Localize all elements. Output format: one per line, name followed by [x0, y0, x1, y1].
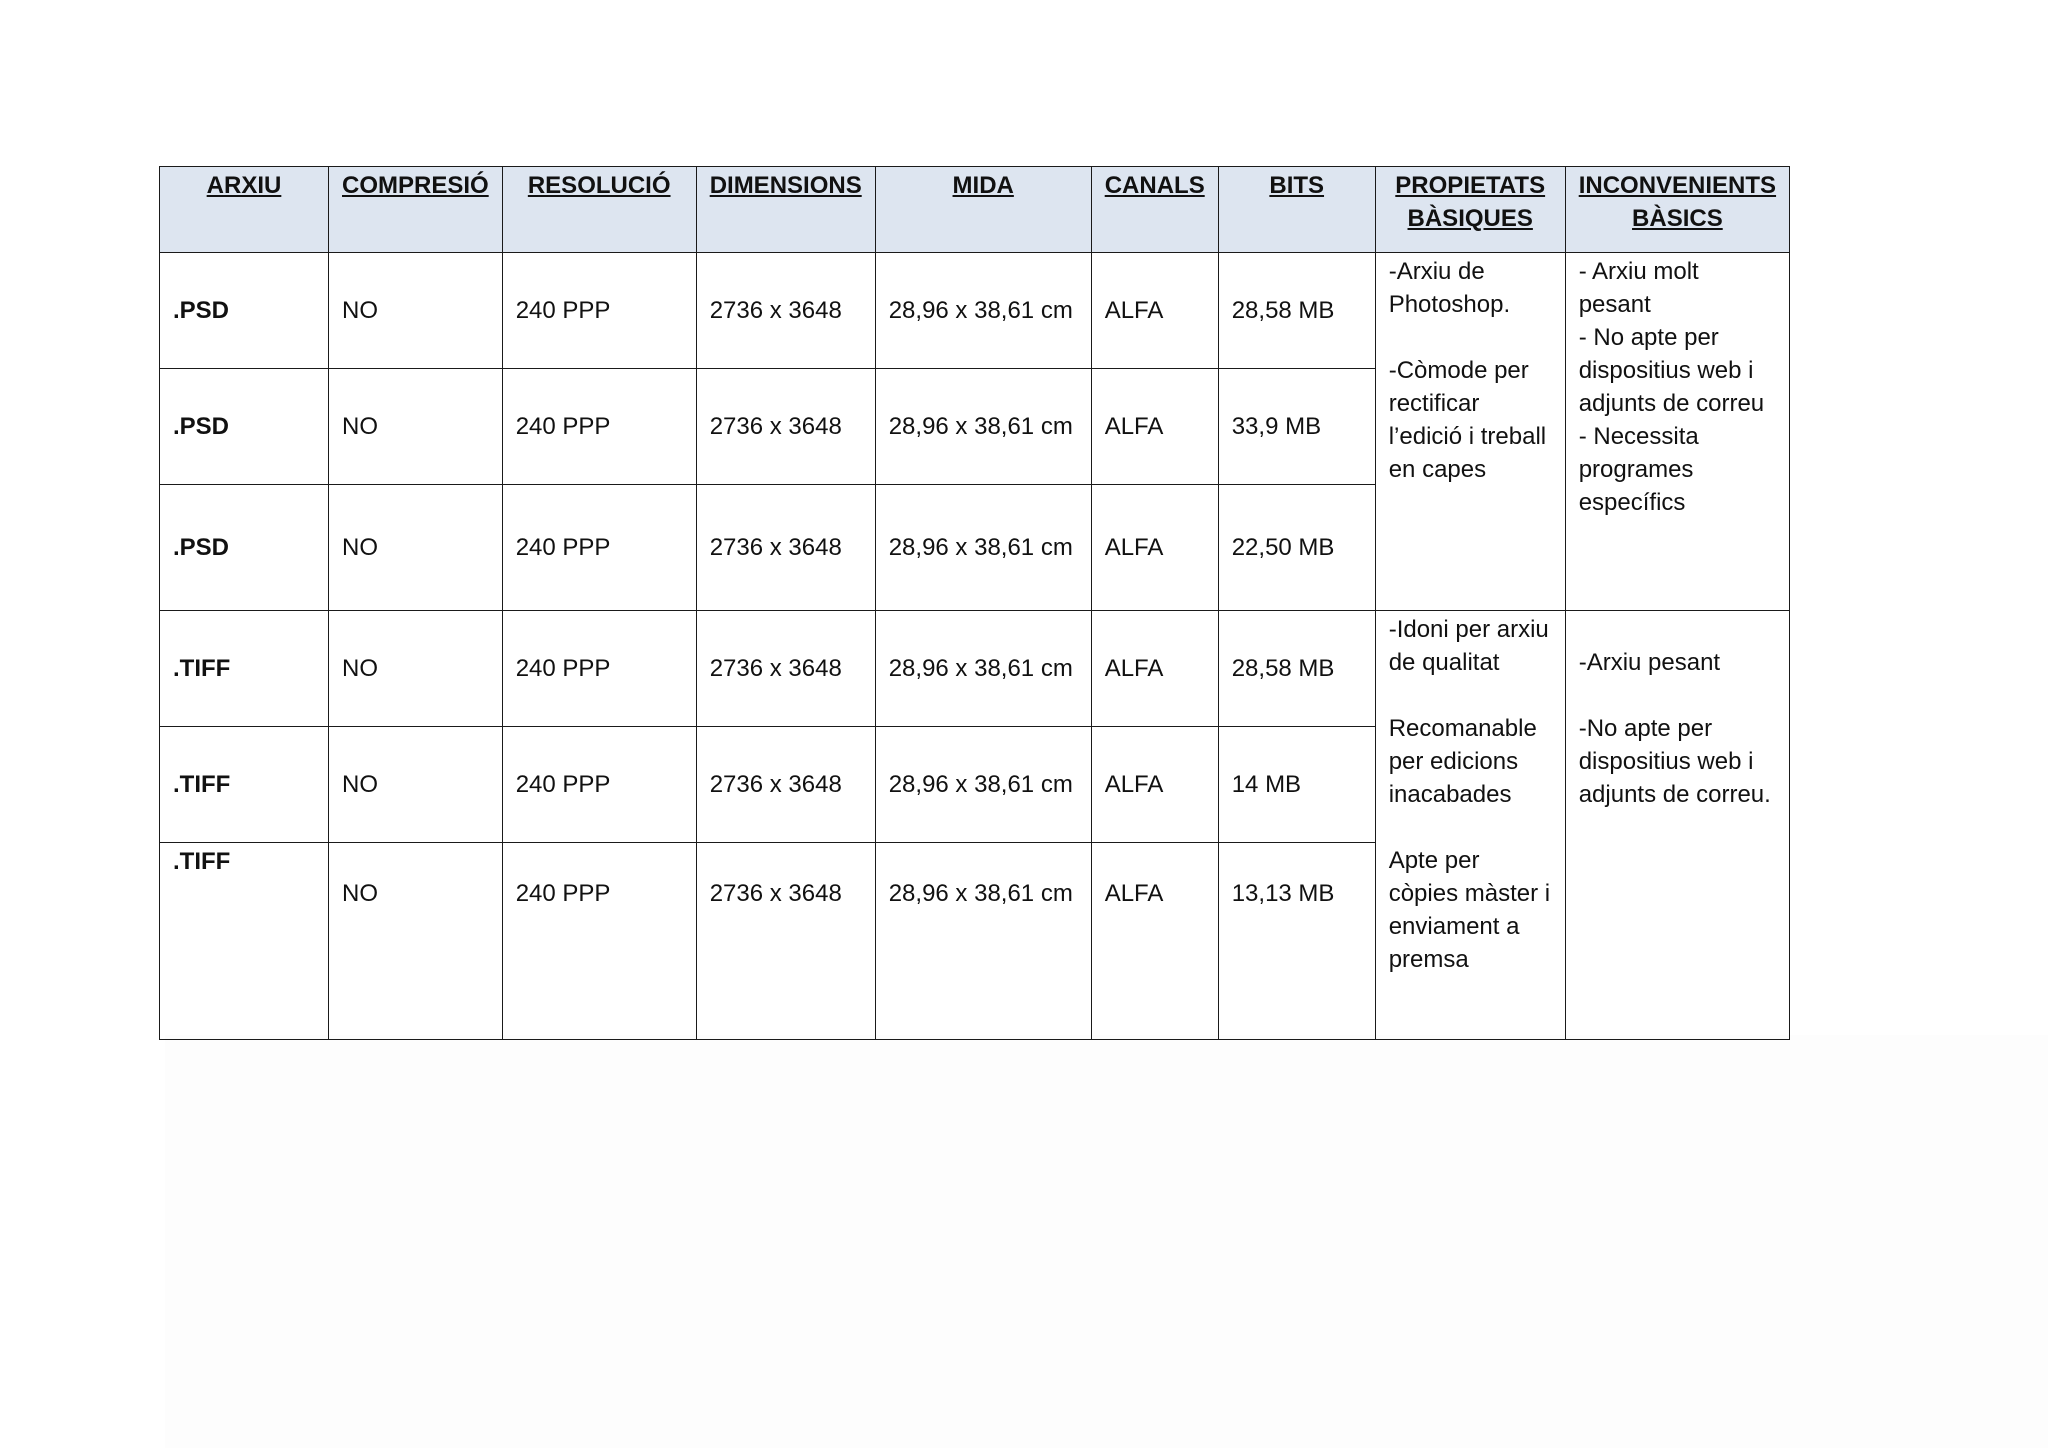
- cell-compressio: NO: [329, 369, 503, 485]
- header-resolucio: RESOLUCIÓ: [502, 167, 696, 253]
- cell-compressio: NO: [329, 253, 503, 369]
- header-propietats-line1: PROPIETATS: [1395, 172, 1546, 199]
- cell-bits: 14 MB: [1218, 727, 1375, 843]
- cell-mida: 28,96 x 38,61 cm: [875, 843, 1091, 1040]
- cell-canals: ALFA: [1091, 843, 1218, 1040]
- header-inconvenients: [1565, 167, 1789, 253]
- cell-arxiu: .PSD: [160, 369, 329, 485]
- header-mida: MIDA: [875, 167, 1091, 253]
- cell-psd-propietats: [1375, 253, 1565, 611]
- cell-resolucio: 240 PPP: [502, 727, 696, 843]
- cell-bits: 28,58 MB: [1218, 253, 1375, 369]
- cell-mida: 28,96 x 38,61 cm: [875, 611, 1091, 727]
- header-dimensions: DIMENSIONS: [696, 167, 875, 253]
- cell-resolucio: 240 PPP: [502, 611, 696, 727]
- cell-tiff-propietats: [1375, 611, 1565, 1040]
- cell-tiff-inconvenients: [1565, 611, 1789, 1040]
- cell-canals: ALFA: [1091, 727, 1218, 843]
- table-row: [160, 253, 1790, 369]
- tiff-propietats-item: -Idoni per arxiu de qualitat: [1388, 616, 1549, 676]
- cell-compressio: NO: [329, 611, 503, 727]
- cell-dimensions: 2736 x 3648: [696, 843, 875, 1040]
- cell-resolucio: 240 PPP: [502, 253, 696, 369]
- cell-resolucio: 240 PPP: [502, 369, 696, 485]
- cell-arxiu: .PSD: [160, 485, 329, 611]
- cell-compressio: NO: [329, 485, 503, 611]
- cell-dimensions: 2736 x 3648: [696, 727, 875, 843]
- psd-propietats-item: -Còmode per rectificar l’edició i treball en capes: [1388, 357, 1547, 483]
- header-propietats-line2: BÀSIQUES: [1407, 205, 1533, 232]
- cell-psd-inconvenients: [1565, 253, 1789, 611]
- cell-canals: ALFA: [1091, 253, 1218, 369]
- cell-resolucio: 240 PPP: [502, 843, 696, 1040]
- cell-mida: 28,96 x 38,61 cm: [875, 727, 1091, 843]
- page-margin-left: [0, 1035, 165, 1448]
- cell-arxiu: .TIFF: [160, 611, 329, 727]
- cell-mida: 28,96 x 38,61 cm: [875, 369, 1091, 485]
- page-blank-area: [165, 1035, 2048, 1448]
- tiff-propietats-item: Apte per còpies màster i enviament a premsa: [1388, 847, 1551, 973]
- cell-compressio: NO: [329, 843, 503, 1040]
- psd-propietats-item: -Arxiu de Photoshop.: [1388, 258, 1511, 318]
- header-inconvenients-line1: INCONVENIENTS: [1578, 172, 1777, 199]
- header-canals: CANALS: [1091, 167, 1218, 253]
- psd-inconvenients-item: - Necessita programes específics: [1578, 423, 1699, 516]
- psd-inconvenients-item: - No apte per dispositius web i adjunts de correu: [1578, 324, 1765, 417]
- cell-arxiu: .TIFF: [160, 843, 329, 1040]
- cell-dimensions: 2736 x 3648: [696, 369, 875, 485]
- cell-bits: 22,50 MB: [1218, 485, 1375, 611]
- cell-bits: 13,13 MB: [1218, 843, 1375, 1040]
- cell-canals: ALFA: [1091, 611, 1218, 727]
- psd-inconvenients-item: - Arxiu molt pesant: [1578, 258, 1699, 318]
- cell-dimensions: 2736 x 3648: [696, 485, 875, 611]
- cell-canals: ALFA: [1091, 485, 1218, 611]
- cell-arxiu: .TIFF: [160, 727, 329, 843]
- tiff-inconvenients-item: -No apte per dispositius web i adjunts de correu.: [1578, 715, 1771, 808]
- header-arxiu: ARXIU: [160, 167, 329, 253]
- cell-mida: 28,96 x 38,61 cm: [875, 485, 1091, 611]
- header-compressio: COMPRESIÓ: [329, 167, 503, 253]
- file-formats-table: [159, 166, 1790, 1040]
- cell-dimensions: 2736 x 3648: [696, 611, 875, 727]
- tiff-inconvenients-item: -Arxiu pesant: [1578, 649, 1721, 676]
- cell-bits: 28,58 MB: [1218, 611, 1375, 727]
- cell-mida: 28,96 x 38,61 cm: [875, 253, 1091, 369]
- tiff-propietats-item: Recomanable per edicions inacabades: [1388, 715, 1537, 808]
- cell-arxiu: .PSD: [160, 253, 329, 369]
- header-row: [160, 167, 1790, 253]
- cell-canals: ALFA: [1091, 369, 1218, 485]
- cell-compressio: NO: [329, 727, 503, 843]
- header-inconvenients-line2: BÀSICS: [1632, 205, 1723, 232]
- cell-bits: 33,9 MB: [1218, 369, 1375, 485]
- table-row: [160, 611, 1790, 727]
- cell-dimensions: 2736 x 3648: [696, 253, 875, 369]
- header-propietats: [1375, 167, 1565, 253]
- cell-resolucio: 240 PPP: [502, 485, 696, 611]
- header-bits: BITS: [1218, 167, 1375, 253]
